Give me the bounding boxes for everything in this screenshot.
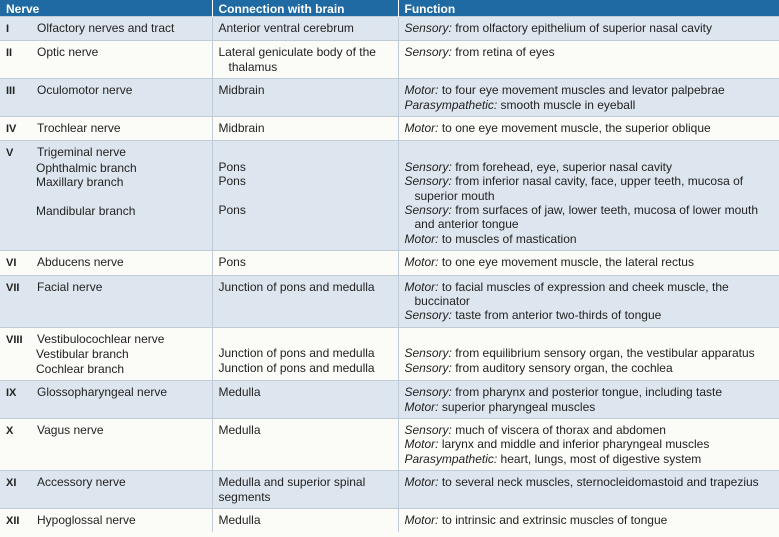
connection-cell [212, 117, 398, 141]
nerve-number: IV [6, 123, 17, 136]
connection-text: Junction of pons and medulla [218, 279, 375, 294]
function-label: Parasympathetic: [404, 97, 498, 112]
nerve-cell [0, 79, 212, 117]
function-label: Sensory: [404, 422, 452, 437]
table-row [0, 327, 779, 380]
function-text-cont: and anterior tongue [414, 217, 519, 232]
function-text-cont: buccinator [414, 294, 470, 309]
table-row [0, 17, 779, 41]
function-text: from inferior nasal cavity, face, upper teeth, mucosa of [451, 174, 744, 189]
function-text: from retina of eyes [451, 45, 555, 60]
function-cell [398, 381, 779, 419]
function-cell [398, 418, 779, 470]
function-cell [398, 327, 779, 380]
nerve-name: Olfactory nerves and tract [37, 21, 175, 35]
connection-cell [212, 251, 398, 275]
function-label: Motor: [404, 475, 439, 490]
function-text: larynx and middle and inferior pharyngeal muscles [438, 437, 710, 452]
function-label: Motor: [404, 255, 439, 270]
nerve-name: Oculomotor nerve [37, 83, 133, 98]
connection-text: Lateral geniculate body of the [218, 45, 376, 60]
branch-name: Ophthalmic branch [36, 160, 137, 175]
function-text: to intrinsic and extrinsic muscles of tongue [438, 512, 668, 527]
table-row [0, 275, 779, 327]
function-text: from equilibrium sensory organ, the vestibular apparatus [451, 346, 755, 361]
branch-name: Vestibular branch [36, 347, 129, 362]
table-row [0, 471, 779, 509]
function-text: heart, lungs, most of digestive system [497, 451, 702, 466]
function-text: to muscles of mastication [438, 231, 577, 246]
function-label: Motor: [404, 279, 439, 294]
connection-cell [212, 17, 398, 41]
connection-text: Medulla [218, 385, 261, 400]
function-cell [398, 508, 779, 532]
nerve-number: XI [6, 477, 17, 490]
connection-text: Pons [218, 174, 246, 189]
function-text: from forehead, eye, superior nasal cavity [451, 159, 672, 174]
nerve-number: I [6, 23, 10, 35]
nerve-name: Abducens nerve [37, 255, 124, 270]
function-text: to one eye movement muscle, the lateral rectus [438, 255, 694, 270]
function-label: Motor: [404, 231, 439, 246]
header-connection: Connection with brain [212, 0, 398, 17]
table-row [0, 251, 779, 275]
function-text: from pharynx and posterior tongue, including taste [451, 385, 723, 400]
nerve-cell [0, 381, 212, 419]
function-text: to several neck muscles, sternocleidomastoid and trapezius [438, 475, 759, 490]
connection-text-cont: thalamus [228, 59, 278, 74]
function-label: Parasympathetic: [404, 451, 498, 466]
nerve-cell [0, 251, 212, 275]
branch-name: Mandibular branch [36, 204, 136, 219]
function-label: Motor: [404, 437, 439, 452]
function-cell [398, 251, 779, 275]
function-text: from olfactory epithelium of superior nasal cavity [451, 21, 712, 35]
function-label: Sensory: [404, 308, 452, 323]
function-text: superior pharyngeal muscles [438, 399, 596, 414]
nerve-cell [0, 327, 212, 380]
table-row [0, 117, 779, 141]
nerve-name: Trigeminal nerve [37, 145, 126, 160]
function-cell [398, 141, 779, 251]
table-row [0, 508, 779, 532]
function-cell [398, 79, 779, 117]
nerve-name: Vestibulocochlear nerve [37, 331, 165, 346]
function-label: Sensory: [404, 360, 452, 375]
nerve-number: VI [6, 257, 17, 270]
nerve-cell [0, 508, 212, 532]
nerve-number: IX [6, 387, 17, 400]
function-label: Sensory: [404, 45, 452, 60]
function-text-cont: superior mouth [414, 188, 495, 203]
function-cell [398, 275, 779, 327]
connection-cell [212, 327, 398, 380]
nerve-number: III [6, 85, 16, 98]
function-cell [398, 41, 779, 79]
connection-text: Midbrain [218, 83, 265, 98]
function-cell [398, 17, 779, 41]
table-row [0, 41, 779, 79]
connection-cell [212, 381, 398, 419]
connection-text: Medulla [218, 422, 261, 437]
connection-text-cont: segments [218, 489, 271, 504]
nerve-cell [0, 275, 212, 327]
connection-text: Junction of pons and medulla [218, 346, 375, 361]
header-nerve: Nerve [0, 0, 212, 17]
function-label: Motor: [404, 121, 439, 136]
connection-cell [212, 508, 398, 532]
function-text: to four eye movement muscles and levator palpebrae [438, 83, 725, 98]
connection-text: Medulla and superior spinal [218, 475, 366, 490]
function-cell [398, 117, 779, 141]
nerve-cell [0, 471, 212, 509]
connection-cell [212, 41, 398, 79]
table-row [0, 141, 779, 251]
header-row [0, 0, 779, 17]
nerve-number: VIII [6, 333, 23, 346]
nerve-name: Trochlear nerve [37, 121, 121, 136]
nerve-name: Hypoglossal nerve [37, 512, 136, 527]
function-label: Sensory: [404, 203, 452, 218]
table-row [0, 381, 779, 419]
connection-cell [212, 471, 398, 509]
table-row [0, 79, 779, 117]
connection-text: Medulla [218, 512, 261, 527]
nerve-number: XII [6, 514, 20, 527]
nerve-cell [0, 41, 212, 79]
nerve-cell [0, 141, 212, 251]
nerve-name: Facial nerve [37, 279, 103, 294]
branch-name: Maxillary branch [36, 175, 124, 190]
nerve-cell [0, 117, 212, 141]
connection-text: Midbrain [218, 121, 265, 136]
function-text: taste from anterior two-thirds of tongue [451, 308, 662, 323]
connection-cell [212, 418, 398, 470]
connection-cell [212, 141, 398, 251]
nerve-number: X [6, 424, 14, 437]
connection-text: Anterior ventral cerebrum [218, 21, 354, 35]
nerve-cell [0, 17, 212, 41]
nerve-name: Optic nerve [37, 45, 99, 60]
function-text: smooth muscle in eyeball [497, 97, 636, 112]
nerve-cell [0, 418, 212, 470]
function-text: from surfaces of jaw, lower teeth, mucosa of lower mouth [451, 203, 758, 218]
function-text: much of viscera of thorax and abdomen [451, 422, 666, 437]
table-row [0, 418, 779, 470]
connection-text: Pons [218, 159, 246, 174]
function-text: from auditory sensory organ, the cochlea [451, 360, 673, 375]
function-label: Motor: [404, 512, 439, 527]
function-label: Motor: [404, 399, 439, 414]
function-label: Motor: [404, 83, 439, 98]
nerve-number: V [6, 147, 14, 160]
function-label: Sensory: [404, 21, 452, 35]
function-label: Sensory: [404, 159, 452, 174]
connection-text: Junction of pons and medulla [218, 360, 375, 375]
nerve-name: Accessory nerve [37, 475, 126, 490]
branch-name: Cochlear branch [36, 361, 125, 376]
function-cell [398, 471, 779, 509]
function-text: to one eye movement muscle, the superior oblique [438, 121, 711, 136]
connection-text: Pons [218, 255, 246, 270]
function-text: to facial muscles of expression and cheek muscle, the [438, 279, 729, 294]
connection-text: Pons [218, 203, 246, 218]
nerve-name: Glossopharyngeal nerve [37, 385, 168, 400]
connection-cell [212, 79, 398, 117]
nerve-number: VII [6, 281, 20, 294]
function-label: Sensory: [404, 174, 452, 189]
connection-cell [212, 275, 398, 327]
function-label: Sensory: [404, 346, 452, 361]
nerve-number: II [6, 47, 13, 60]
function-label: Sensory: [404, 385, 452, 400]
nerve-name: Vagus nerve [37, 422, 104, 437]
header-function: Function [398, 0, 779, 17]
